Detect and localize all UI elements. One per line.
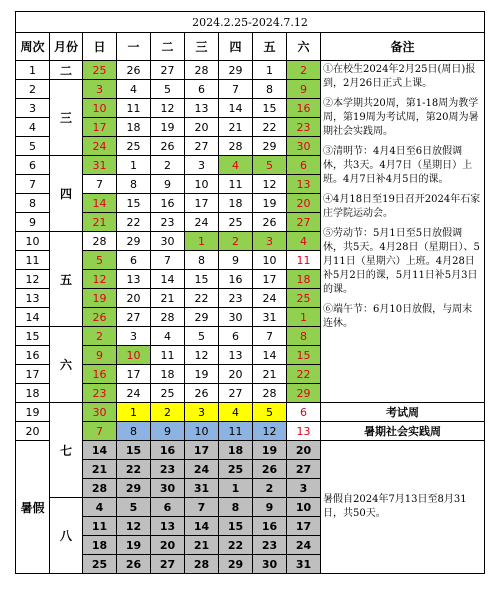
week-number: 7 — [16, 175, 50, 194]
week-number: 11 — [16, 251, 50, 270]
summer-label: 暑假 — [16, 441, 50, 574]
exam-week-note: 考试周 — [321, 403, 485, 422]
day-cell: 11 — [287, 251, 321, 270]
day-cell: 26 — [253, 213, 287, 232]
summer-day-cell: 14 — [83, 441, 117, 460]
day-cell: 8 — [117, 175, 151, 194]
note-item: ③清明节：4月4日至6日放假调休，共3天。4月7日（星期日）上班。4月7日补4月5日的课。 — [323, 146, 473, 185]
week-number: 18 — [16, 384, 50, 403]
day-cell: 3 — [83, 80, 117, 99]
week-number: 1 — [16, 61, 50, 80]
day-cell: 10 — [83, 99, 117, 118]
note-item: ⑥端午节：6月10日放假，与周末连休。 — [323, 304, 473, 329]
day-cell: 10 — [253, 251, 287, 270]
day-cell: 5 — [253, 156, 287, 175]
month-label: 二 — [50, 61, 83, 80]
day-cell: 9 — [287, 80, 321, 99]
day-cell: 24 — [83, 137, 117, 156]
day-cell: 28 — [151, 308, 185, 327]
day-cell: 23 — [83, 384, 117, 403]
header-row — [16, 33, 485, 61]
week-number: 6 — [16, 156, 50, 175]
day-cell: 4 — [219, 403, 253, 422]
day-cell: 14 — [83, 194, 117, 213]
day-cell: 28 — [219, 137, 253, 156]
day-cell: 3 — [117, 327, 151, 346]
day-cell: 13 — [185, 99, 219, 118]
day-cell: 31 — [83, 156, 117, 175]
summer-day-cell: 17 — [185, 441, 219, 460]
week-number: 4 — [16, 118, 50, 137]
day-cell: 7 — [219, 80, 253, 99]
day-cell: 19 — [151, 118, 185, 137]
day-cell: 9 — [83, 346, 117, 365]
summer-day-cell: 15 — [219, 517, 253, 536]
day-cell: 29 — [185, 308, 219, 327]
summer-day-cell: 27 — [151, 555, 185, 574]
day-cell: 1 — [117, 156, 151, 175]
day-cell: 19 — [185, 365, 219, 384]
week-number: 20 — [16, 422, 50, 441]
day-cell: 12 — [253, 175, 287, 194]
summer-day-cell: 22 — [219, 536, 253, 555]
day-cell: 25 — [83, 61, 117, 80]
day-cell: 30 — [151, 232, 185, 251]
summer-day-cell: 16 — [253, 517, 287, 536]
day-cell: 6 — [219, 327, 253, 346]
summer-day-cell: 14 — [185, 517, 219, 536]
day-cell: 7 — [151, 251, 185, 270]
day-cell: 6 — [287, 156, 321, 175]
summer-day-cell: 3 — [287, 479, 321, 498]
summer-day-cell: 21 — [185, 536, 219, 555]
month-label: 五 — [50, 232, 83, 327]
day-cell: 22 — [185, 289, 219, 308]
week-row — [16, 61, 485, 80]
summer-day-cell: 28 — [185, 555, 219, 574]
week-number: 15 — [16, 327, 50, 346]
day-cell: 5 — [151, 80, 185, 99]
day-cell: 4 — [287, 232, 321, 251]
day-cell: 11 — [117, 99, 151, 118]
day-cell: 22 — [253, 118, 287, 137]
day-cell: 4 — [117, 80, 151, 99]
day-cell: 20 — [117, 289, 151, 308]
summer-day-cell: 15 — [117, 441, 151, 460]
day-cell: 12 — [185, 346, 219, 365]
summer-day-cell: 19 — [117, 536, 151, 555]
week-number: 10 — [16, 232, 50, 251]
day-cell: 16 — [83, 365, 117, 384]
practice-week-note: 暑期社会实践周 — [321, 422, 485, 441]
summer-day-cell: 2 — [253, 479, 287, 498]
day-cell: 27 — [151, 61, 185, 80]
day-cell: 27 — [219, 384, 253, 403]
week-number: 9 — [16, 213, 50, 232]
day-cell: 10 — [185, 175, 219, 194]
summer-day-cell: 16 — [151, 441, 185, 460]
day-cell: 18 — [287, 270, 321, 289]
summer-day-cell: 19 — [253, 441, 287, 460]
day-cell: 26 — [117, 61, 151, 80]
summer-day-cell: 25 — [219, 460, 253, 479]
day-cell: 13 — [287, 175, 321, 194]
summer-day-cell: 6 — [151, 498, 185, 517]
day-cell: 19 — [83, 289, 117, 308]
summer-day-cell: 25 — [83, 555, 117, 574]
summer-day-cell: 7 — [185, 498, 219, 517]
day-cell: 27 — [287, 213, 321, 232]
calendar-title: 2024.2.25-2024.7.12 — [16, 12, 485, 33]
summer-note: 暑假自2024年7月13日至8月31日，共50天。 — [321, 441, 485, 574]
day-cell: 17 — [117, 365, 151, 384]
day-cell: 3 — [253, 232, 287, 251]
day-cell: 23 — [151, 213, 185, 232]
day-cell: 4 — [219, 156, 253, 175]
month-label: 八 — [50, 498, 83, 574]
summer-day-cell: 17 — [287, 517, 321, 536]
day-cell: 19 — [253, 194, 287, 213]
summer-day-cell: 12 — [117, 517, 151, 536]
week-number: 5 — [16, 137, 50, 156]
day-cell: 30 — [83, 403, 117, 422]
day-cell: 8 — [287, 327, 321, 346]
month-label: 六 — [50, 327, 83, 403]
day-cell: 20 — [185, 118, 219, 137]
day-cell: 29 — [117, 232, 151, 251]
day-cell: 25 — [151, 384, 185, 403]
notes-cell — [321, 61, 485, 403]
day-cell: 2 — [151, 403, 185, 422]
summer-day-cell: 21 — [83, 460, 117, 479]
header-wed: 三 — [185, 33, 219, 61]
day-cell: 17 — [185, 194, 219, 213]
week-number: 2 — [16, 80, 50, 99]
day-cell: 1 — [185, 232, 219, 251]
day-cell: 18 — [219, 194, 253, 213]
week-number: 16 — [16, 346, 50, 365]
day-cell: 7 — [83, 175, 117, 194]
day-cell: 30 — [287, 137, 321, 156]
day-cell: 17 — [253, 270, 287, 289]
day-cell: 28 — [253, 384, 287, 403]
day-cell: 15 — [287, 346, 321, 365]
day-cell: 5 — [253, 403, 287, 422]
day-cell: 26 — [185, 384, 219, 403]
summer-day-cell: 29 — [117, 479, 151, 498]
day-cell: 6 — [117, 251, 151, 270]
week-number: 12 — [16, 270, 50, 289]
day-cell: 13 — [287, 422, 321, 441]
day-cell: 2 — [83, 327, 117, 346]
summer-day-cell: 11 — [83, 517, 117, 536]
month-label: 七 — [50, 403, 83, 498]
summer-week-row — [16, 441, 485, 460]
day-cell: 26 — [83, 308, 117, 327]
header-notes: 备注 — [321, 33, 485, 61]
day-cell: 18 — [117, 118, 151, 137]
day-cell: 31 — [253, 308, 287, 327]
day-cell: 8 — [253, 80, 287, 99]
day-cell: 24 — [253, 289, 287, 308]
header-mon: 一 — [117, 33, 151, 61]
day-cell: 26 — [151, 137, 185, 156]
day-cell: 1 — [287, 308, 321, 327]
note-item: ⑤劳动节：5月1日至5日放假调休，共5天。4月28日（星期日）、5月11日（星期六）上班。4月28日补5月2日的课，5月11日补5月3日的课。 — [323, 228, 480, 295]
day-cell: 9 — [151, 422, 185, 441]
day-cell: 2 — [219, 232, 253, 251]
summer-day-cell: 31 — [287, 555, 321, 574]
day-cell: 20 — [219, 365, 253, 384]
day-cell: 11 — [219, 175, 253, 194]
day-cell: 3 — [185, 403, 219, 422]
day-cell: 23 — [287, 118, 321, 137]
day-cell: 25 — [287, 289, 321, 308]
summer-day-cell: 18 — [219, 441, 253, 460]
day-cell: 7 — [83, 422, 117, 441]
day-cell: 21 — [219, 118, 253, 137]
summer-day-cell: 28 — [83, 479, 117, 498]
week-number: 13 — [16, 289, 50, 308]
day-cell: 5 — [83, 251, 117, 270]
summer-day-cell: 26 — [253, 460, 287, 479]
summer-day-cell: 27 — [287, 460, 321, 479]
day-cell: 30 — [219, 308, 253, 327]
day-cell: 23 — [219, 289, 253, 308]
day-cell: 8 — [117, 422, 151, 441]
day-cell: 20 — [287, 194, 321, 213]
summer-day-cell: 23 — [253, 536, 287, 555]
week-row — [16, 422, 485, 441]
day-cell: 10 — [185, 422, 219, 441]
school-calendar-table — [15, 11, 485, 574]
day-cell: 24 — [185, 213, 219, 232]
header-sat: 六 — [287, 33, 321, 61]
summer-day-cell: 20 — [287, 441, 321, 460]
day-cell: 21 — [83, 213, 117, 232]
week-number: 3 — [16, 99, 50, 118]
day-cell: 9 — [151, 175, 185, 194]
week-number: 17 — [16, 365, 50, 384]
day-cell: 28 — [83, 232, 117, 251]
note-item: ④4月18日至19日召开2024年石家庄学院运动会。 — [323, 194, 481, 219]
summer-day-cell: 10 — [287, 498, 321, 517]
note-item: ②本学期共20周，第1-18周为教学周，第19周为考试周，第20周为暑期社会实践周。 — [323, 98, 479, 137]
summer-day-cell: 5 — [117, 498, 151, 517]
header-week: 周次 — [16, 33, 50, 61]
day-cell: 2 — [287, 61, 321, 80]
day-cell: 1 — [117, 403, 151, 422]
day-cell: 10 — [117, 346, 151, 365]
day-cell: 29 — [219, 61, 253, 80]
day-cell: 13 — [117, 270, 151, 289]
day-cell: 3 — [185, 156, 219, 175]
day-cell: 29 — [287, 384, 321, 403]
day-cell: 29 — [253, 137, 287, 156]
day-cell: 2 — [151, 156, 185, 175]
day-cell: 1 — [253, 61, 287, 80]
day-cell: 28 — [185, 61, 219, 80]
summer-day-cell: 4 — [83, 498, 117, 517]
summer-day-cell: 24 — [185, 460, 219, 479]
day-cell: 13 — [219, 346, 253, 365]
day-cell: 6 — [185, 80, 219, 99]
day-cell: 12 — [253, 422, 287, 441]
day-cell: 12 — [83, 270, 117, 289]
day-cell: 27 — [117, 308, 151, 327]
day-cell: 16 — [287, 99, 321, 118]
header-fri: 五 — [253, 33, 287, 61]
week-number: 8 — [16, 194, 50, 213]
header-thu: 四 — [219, 33, 253, 61]
day-cell: 6 — [287, 403, 321, 422]
day-cell: 15 — [253, 99, 287, 118]
summer-day-cell: 8 — [219, 498, 253, 517]
day-cell: 5 — [185, 327, 219, 346]
day-cell: 18 — [151, 365, 185, 384]
summer-day-cell: 31 — [185, 479, 219, 498]
summer-day-cell: 29 — [219, 555, 253, 574]
header-tue: 二 — [151, 33, 185, 61]
summer-day-cell: 30 — [151, 479, 185, 498]
header-month: 月份 — [50, 33, 83, 61]
summer-day-cell: 18 — [83, 536, 117, 555]
summer-day-cell: 24 — [287, 536, 321, 555]
note-item: ①在校生2024年2月25日(周日)报到，2月26日正式上课。 — [323, 64, 476, 89]
day-cell: 14 — [219, 99, 253, 118]
day-cell: 16 — [219, 270, 253, 289]
day-cell: 8 — [185, 251, 219, 270]
summer-day-cell: 26 — [117, 555, 151, 574]
summer-day-cell: 22 — [117, 460, 151, 479]
week-number: 19 — [16, 403, 50, 422]
day-cell: 4 — [151, 327, 185, 346]
day-cell: 16 — [151, 194, 185, 213]
day-cell: 11 — [219, 422, 253, 441]
summer-day-cell: 1 — [219, 479, 253, 498]
day-cell: 17 — [83, 118, 117, 137]
day-cell: 21 — [151, 289, 185, 308]
day-cell: 15 — [117, 194, 151, 213]
day-cell: 22 — [117, 213, 151, 232]
day-cell: 22 — [287, 365, 321, 384]
day-cell: 15 — [185, 270, 219, 289]
day-cell: 7 — [253, 327, 287, 346]
day-cell: 24 — [117, 384, 151, 403]
week-number: 14 — [16, 308, 50, 327]
week-row — [16, 403, 485, 422]
day-cell: 25 — [219, 213, 253, 232]
summer-day-cell: 9 — [253, 498, 287, 517]
summer-day-cell: 23 — [151, 460, 185, 479]
day-cell: 11 — [151, 346, 185, 365]
header-sun: 日 — [83, 33, 117, 61]
day-cell: 21 — [253, 365, 287, 384]
day-cell: 14 — [253, 346, 287, 365]
summer-day-cell: 20 — [151, 536, 185, 555]
day-cell: 12 — [151, 99, 185, 118]
day-cell: 14 — [151, 270, 185, 289]
day-cell: 9 — [219, 251, 253, 270]
summer-day-cell: 13 — [151, 517, 185, 536]
day-cell: 27 — [185, 137, 219, 156]
summer-day-cell: 30 — [253, 555, 287, 574]
day-cell: 25 — [117, 137, 151, 156]
month-label: 四 — [50, 156, 83, 232]
month-label: 三 — [50, 80, 83, 156]
